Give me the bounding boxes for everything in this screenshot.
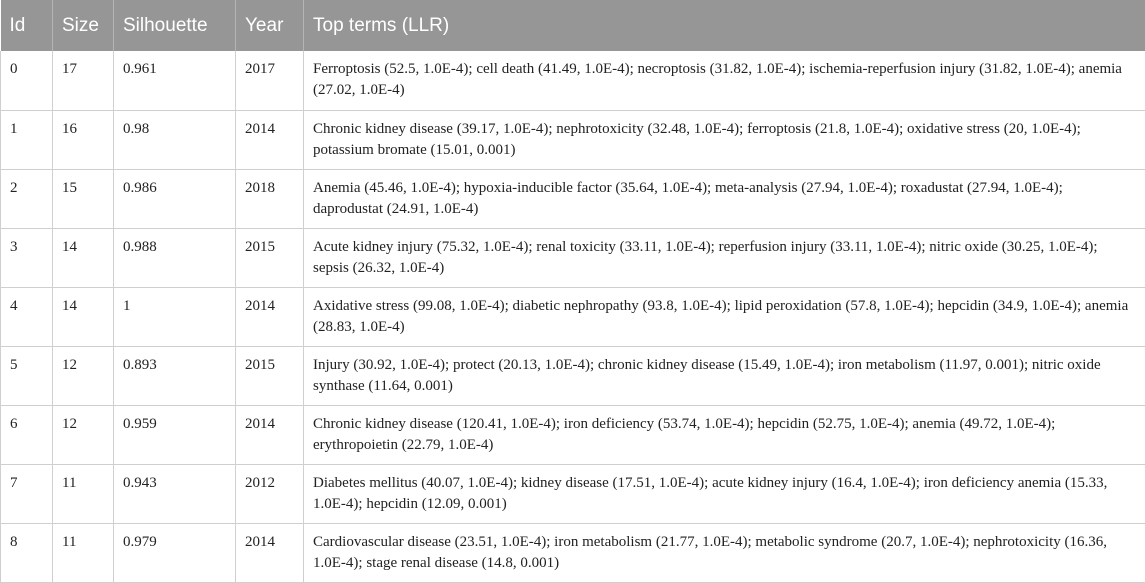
table-row [1,228,1145,287]
cell-size: 11 [53,464,114,523]
cell-terms: Cardiovascular disease (23.51, 1.0E-4); iron metabolism (21.77, 1.0E-4); metabolic syndrome (20.7, 1.0E-4); nephrotoxicity (16.36, 1.0E-4); stage renal disease (14.8, 0.001) [304,523,1145,582]
cell-id: 2 [1,169,53,228]
header-top-terms: Top terms (LLR) [304,0,1145,51]
cell-size: 15 [53,169,114,228]
header-silhouette: Silhouette [114,0,236,51]
table-row [1,523,1145,582]
cell-year: 2018 [236,169,304,228]
table-row [1,169,1145,228]
cell-size: 12 [53,346,114,405]
cell-id: 7 [1,464,53,523]
cell-size: 16 [53,110,114,169]
cell-id: 6 [1,405,53,464]
cell-id: 3 [1,228,53,287]
cell-silhouette: 0.943 [114,464,236,523]
cell-size: 14 [53,287,114,346]
header-year: Year [236,0,304,51]
cell-size: 11 [53,523,114,582]
cell-terms: Anemia (45.46, 1.0E-4); hypoxia-inducible factor (35.64, 1.0E-4); meta-analysis (27.94, 1.0E-4); roxadustat (27.94, 1.0E-4); daprodustat (24.91, 1.0E-4) [304,169,1145,228]
table-row [1,405,1145,464]
cell-silhouette: 0.986 [114,169,236,228]
cell-terms: Axidative stress (99.08, 1.0E-4); diabetic nephropathy (93.8, 1.0E-4); lipid peroxidation (57.8, 1.0E-4); hepcidin (34.9, 1.0E-4); anemia (28.83, 1.0E-4) [304,287,1145,346]
table-row [1,346,1145,405]
table-row [1,464,1145,523]
cell-silhouette: 0.988 [114,228,236,287]
cell-year: 2014 [236,287,304,346]
cell-silhouette: 0.961 [114,51,236,110]
header-id: Id [1,0,53,51]
cell-id: 8 [1,523,53,582]
cell-year: 2015 [236,228,304,287]
cell-id: 5 [1,346,53,405]
cell-id: 1 [1,110,53,169]
cell-silhouette: 0.98 [114,110,236,169]
cell-year: 2012 [236,464,304,523]
cell-year: 2017 [236,51,304,110]
cell-id: 0 [1,51,53,110]
cell-id: 4 [1,287,53,346]
cell-terms: Acute kidney injury (75.32, 1.0E-4); renal toxicity (33.11, 1.0E-4); reperfusion injury (33.11, 1.0E-4); nitric oxide (30.25, 1.0E-4); sepsis (26.32, 1.0E-4) [304,228,1145,287]
cell-terms: Chronic kidney disease (39.17, 1.0E-4); nephrotoxicity (32.48, 1.0E-4); ferroptosis (21.8, 1.0E-4); oxidative stress (20, 1.0E-4); potassium bromate (15.01, 0.001) [304,110,1145,169]
cell-silhouette: 0.959 [114,405,236,464]
cell-silhouette: 1 [114,287,236,346]
cell-year: 2015 [236,346,304,405]
header-size: Size [53,0,114,51]
cell-terms: Injury (30.92, 1.0E-4); protect (20.13, 1.0E-4); chronic kidney disease (15.49, 1.0E-4); iron metabolism (11.97, 0.001); nitric oxide synthase (11.64, 0.001) [304,346,1145,405]
table-body [1,51,1145,582]
cell-terms: Ferroptosis (52.5, 1.0E-4); cell death (41.49, 1.0E-4); necroptosis (31.82, 1.0E-4); ischemia-reperfusion injury (31.82, 1.0E-4); anemia (27.02, 1.0E-4) [304,51,1145,110]
header-row [1,0,1145,51]
table-row [1,287,1145,346]
cell-year: 2014 [236,405,304,464]
table-row [1,110,1145,169]
cell-silhouette: 0.893 [114,346,236,405]
cell-size: 12 [53,405,114,464]
cell-size: 14 [53,228,114,287]
cell-year: 2014 [236,110,304,169]
cell-silhouette: 0.979 [114,523,236,582]
cell-year: 2014 [236,523,304,582]
table-header [1,0,1145,51]
cell-terms: Diabetes mellitus (40.07, 1.0E-4); kidney disease (17.51, 1.0E-4); acute kidney injury (16.4, 1.0E-4); iron deficiency anemia (15.33, 1.0E-4); hepcidin (12.09, 0.001) [304,464,1145,523]
cell-size: 17 [53,51,114,110]
cell-terms: Chronic kidney disease (120.41, 1.0E-4); iron deficiency (53.74, 1.0E-4); hepcidin (52.75, 1.0E-4); anemia (49.72, 1.0E-4); erythropoietin (22.79, 1.0E-4) [304,405,1145,464]
table-row [1,51,1145,110]
